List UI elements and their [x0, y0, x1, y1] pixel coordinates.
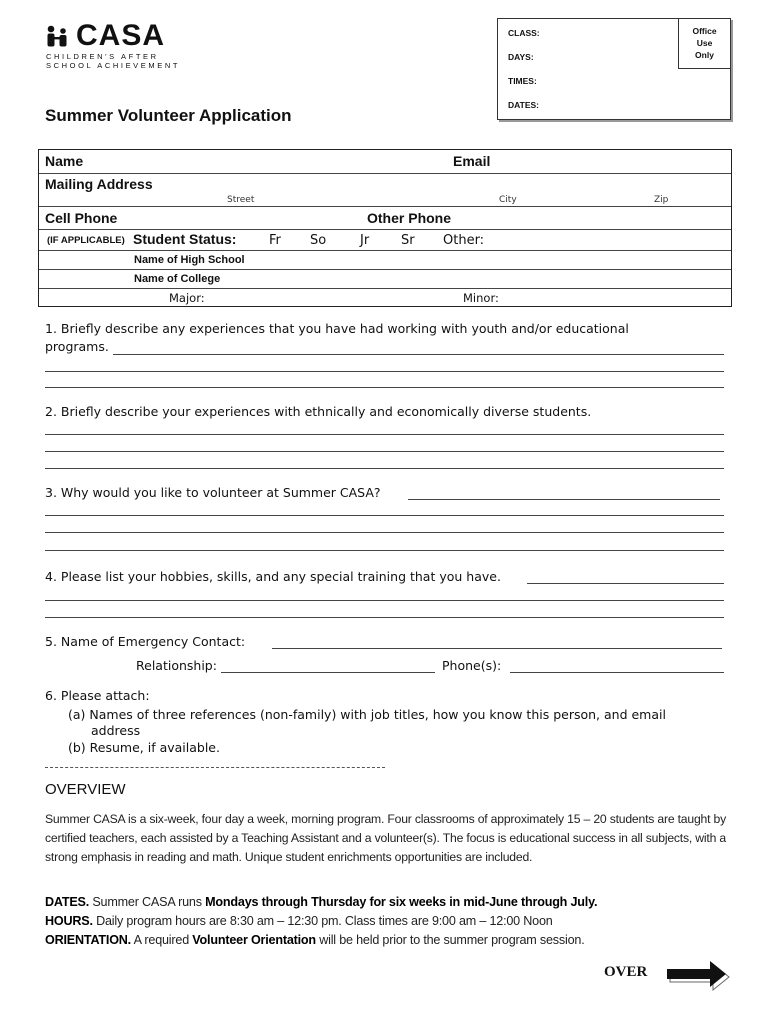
- emergency-contact-line[interactable]: [272, 648, 722, 649]
- cell-phone-label[interactable]: Cell Phone: [45, 210, 118, 226]
- answer-line[interactable]: [45, 600, 724, 601]
- hours-label: HOURS.: [45, 914, 93, 928]
- divider: [39, 250, 731, 251]
- college-label[interactable]: Name of College: [134, 273, 221, 285]
- email-label[interactable]: Email: [453, 153, 491, 169]
- divider: [39, 288, 731, 289]
- major-label[interactable]: Major:: [169, 291, 205, 305]
- question-6a-line-1: (a) Names of three references (non-family) with job titles, how you know this person, and email: [68, 707, 666, 722]
- status-option-fr[interactable]: Fr: [269, 233, 281, 248]
- if-applicable-label: (IF APPLICABLE): [47, 235, 125, 246]
- answer-line[interactable]: [45, 515, 724, 516]
- question-5: 5. Name of Emergency Contact:: [45, 634, 246, 649]
- answer-line[interactable]: [113, 354, 724, 355]
- orientation-info: [45, 933, 585, 947]
- question-3: 3. Why would you like to volunteer at Summer CASA?: [45, 485, 381, 500]
- overview-heading: OVERVIEW: [45, 781, 126, 798]
- question-1-line-1: 1. Briefly describe any experiences that you have had working with youth and/or educational: [45, 321, 629, 336]
- dashed-separator: [45, 767, 385, 768]
- student-status-label: Student Status:: [133, 231, 237, 247]
- relationship-line[interactable]: [221, 672, 435, 673]
- high-school-label[interactable]: Name of High School: [134, 254, 245, 266]
- other-phone-label[interactable]: Other Phone: [367, 210, 452, 226]
- relationship-label: Relationship:: [136, 658, 217, 673]
- mailing-address-label[interactable]: Mailing Address: [45, 176, 153, 192]
- minor-label[interactable]: Minor:: [463, 291, 499, 305]
- answer-line[interactable]: [45, 371, 724, 372]
- answer-line[interactable]: [45, 451, 724, 452]
- answer-line[interactable]: [45, 617, 724, 618]
- status-option-sr[interactable]: Sr: [401, 233, 415, 248]
- divider: [39, 229, 731, 230]
- status-option-other[interactable]: Other:: [443, 233, 485, 248]
- hours-info: [45, 914, 553, 928]
- question-6: 6. Please attach:: [45, 688, 150, 703]
- question-6b: (b) Resume, if available.: [68, 740, 220, 755]
- question-4: 4. Please list your hobbies, skills, and any special training that you have.: [45, 569, 501, 584]
- answer-line[interactable]: [45, 468, 724, 469]
- office-use-line-3: Only: [695, 50, 714, 60]
- orientation-text-2: will be held prior to the summer program session.: [315, 933, 585, 947]
- answer-line[interactable]: [45, 550, 724, 551]
- overview-body: Summer CASA is a six-week, four day a week, morning program. Four classrooms of approximately 15 – 20 students are taught by certified teachers, each assisted by a Teaching Assistant and a volunteer(s). The focus is educational success in all subjects, with a strong emphasis in reading and math. Unique student enrichments opportunities are included.: [45, 812, 726, 864]
- office-use-line-1: Office: [692, 26, 717, 36]
- orientation-text-1: A required: [130, 933, 193, 947]
- answer-line[interactable]: [527, 583, 724, 584]
- logo-wordmark: CASA: [76, 19, 166, 52]
- orientation-bold: Volunteer Orientation: [192, 933, 316, 947]
- question-2: 2. Briefly describe your experiences with ethnically and economically diverse students.: [45, 404, 592, 419]
- divider: [39, 206, 731, 207]
- question-1-line-2: programs.: [45, 339, 109, 354]
- answer-line[interactable]: [45, 532, 724, 533]
- applicant-info-table: [38, 149, 732, 307]
- logo-tagline-2: SCHOOL ACHIEVEMENT: [46, 61, 181, 70]
- zip-sublabel: Zip: [654, 195, 669, 205]
- name-label[interactable]: Name: [45, 153, 84, 169]
- class-field-label: CLASS:: [508, 28, 540, 38]
- question-6a-line-2: address: [91, 723, 141, 738]
- answer-line[interactable]: [45, 434, 724, 435]
- dates-bold: Mondays through Thursday for six weeks in mid-June through July.: [205, 895, 598, 909]
- hours-text: Daily program hours are 8:30 am – 12:30 pm. Class times are 9:00 am – 12:00 Noon: [92, 914, 553, 928]
- over-label: OVER: [604, 964, 648, 980]
- phones-label: Phone(s):: [442, 658, 502, 673]
- dates-info: [45, 895, 597, 909]
- divider: [39, 173, 731, 174]
- status-option-jr[interactable]: Jr: [360, 233, 370, 248]
- answer-line[interactable]: [408, 499, 720, 500]
- right-arrow-icon: [664, 956, 734, 996]
- times-field-label: TIMES:: [508, 76, 537, 86]
- divider: [39, 269, 731, 270]
- dates-text: Summer CASA runs: [89, 895, 206, 909]
- children-figures-icon: [46, 24, 72, 48]
- casa-logo: [46, 19, 196, 70]
- dates-field-label: DATES:: [508, 100, 540, 110]
- dates-label: DATES.: [45, 895, 90, 909]
- phones-line[interactable]: [510, 672, 724, 673]
- logo-tagline-1: CHILDREN'S AFTER: [46, 52, 159, 61]
- orientation-label: ORIENTATION.: [45, 933, 131, 947]
- page-title: Summer Volunteer Application: [45, 106, 292, 125]
- street-sublabel: Street: [227, 195, 255, 205]
- days-field-label: DAYS:: [508, 52, 534, 62]
- city-sublabel: City: [499, 195, 517, 205]
- office-use-line-2: Use: [696, 38, 713, 48]
- office-use-box: [497, 18, 731, 120]
- status-option-so[interactable]: So: [310, 233, 327, 248]
- answer-line[interactable]: [45, 387, 724, 388]
- office-use-only-label: [678, 19, 730, 69]
